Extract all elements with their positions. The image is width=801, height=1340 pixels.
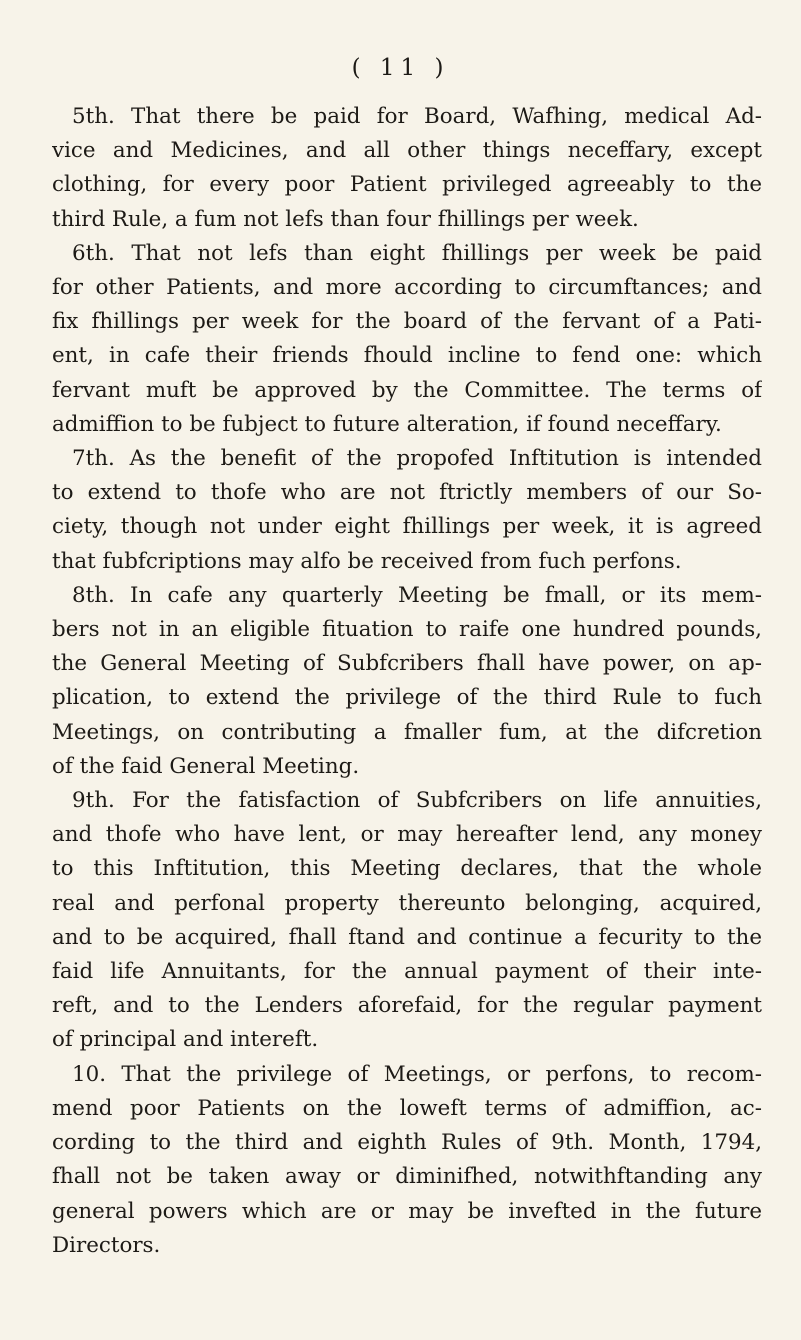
document-body <box>52 100 762 1263</box>
text-line: 6th. That not lefs than eight fhillings per week be paid <box>72 240 762 266</box>
text-line: general powers which are or may be invefted in the future <box>52 1198 762 1224</box>
text-line: faid life Annuitants, for the annual payment of their inte- <box>52 959 762 985</box>
rule-5-paragraph <box>52 100 762 237</box>
rule-8-paragraph <box>52 579 762 784</box>
text-line: cording to the third and eighth Rules of 9th. Month, 1794, <box>52 1130 762 1156</box>
text-line: of the faid General Meeting. <box>52 753 360 779</box>
text-line: the General Meeting of Subfcribers fhall have power, on ap- <box>52 651 762 677</box>
text-line: real and perfonal property thereunto belonging, acquired, <box>52 890 762 916</box>
text-line: fix fhillings per week for the board of the fervant of a Pati- <box>52 309 762 335</box>
text-line: ciety, though not under eight fhillings per week, it is agreed <box>52 514 762 540</box>
text-line: 7th. As the benefit of the propofed Inftitution is intended <box>72 446 762 472</box>
rule-10-paragraph <box>52 1058 762 1263</box>
text-line: mend poor Patients on the loweft terms of admiffion, ac- <box>52 1095 762 1121</box>
text-line: to extend to thofe who are not ftrictly members of our So- <box>52 480 762 506</box>
text-line: and to be acquired, fhall ftand and continue a fecurity to the <box>52 924 762 950</box>
page-number: ( 11 ) <box>351 55 450 81</box>
text-line: reft, and to the Lenders aforefaid, for the regular payment <box>52 993 762 1019</box>
rule-9-paragraph <box>52 784 762 1058</box>
text-line: for other Patients, and more according to circumftances; and <box>52 275 762 301</box>
rule-6-paragraph <box>52 237 762 442</box>
text-line: and thofe who have lent, or may hereafter lend, any money <box>52 822 762 848</box>
text-line: clothing, for every poor Patient privileged agreeably to the <box>52 172 762 198</box>
text-line: 10. That the privilege of Meetings, or perfons, to recom- <box>72 1061 762 1087</box>
rule-7-paragraph <box>52 442 762 579</box>
text-line: admiffion to be fubject to future alteration, if found neceffary. <box>52 411 722 437</box>
text-line: fhall not be taken away or diminifhed, notwithftanding any <box>52 1164 762 1190</box>
text-line: ent, in cafe their friends fhould incline to fend one: which <box>52 343 762 369</box>
text-line: of principal and intereft. <box>52 1027 319 1053</box>
text-line: 5th. That there be paid for Board, Wafhing, medical Ad- <box>72 104 762 129</box>
text-line: third Rule, a fum not lefs than four fhillings per week. <box>52 206 639 232</box>
text-line: bers not in an eligible fituation to raife one hundred pounds, <box>52 617 762 643</box>
text-line: Directors. <box>52 1232 161 1258</box>
text-line: that fubfcriptions may alfo be received from fuch perfons. <box>52 548 682 574</box>
text-line: vice and Medicines, and all other things neceffary, except <box>52 138 762 164</box>
text-line: 8th. In cafe any quarterly Meeting be fmall, or its mem- <box>72 582 762 608</box>
text-line: to this Inftitution, this Meeting declares, that the whole <box>52 856 762 882</box>
text-line: Meetings, on contributing a fmaller fum, at the difcretion <box>52 719 762 745</box>
text-line: plication, to extend the privilege of the third Rule to fuch <box>52 685 762 711</box>
text-line: 9th. For the fatisfaction of Subfcribers on life annuities, <box>72 788 762 814</box>
text-line: fervant muft be approved by the Committee. The terms of <box>52 377 762 403</box>
